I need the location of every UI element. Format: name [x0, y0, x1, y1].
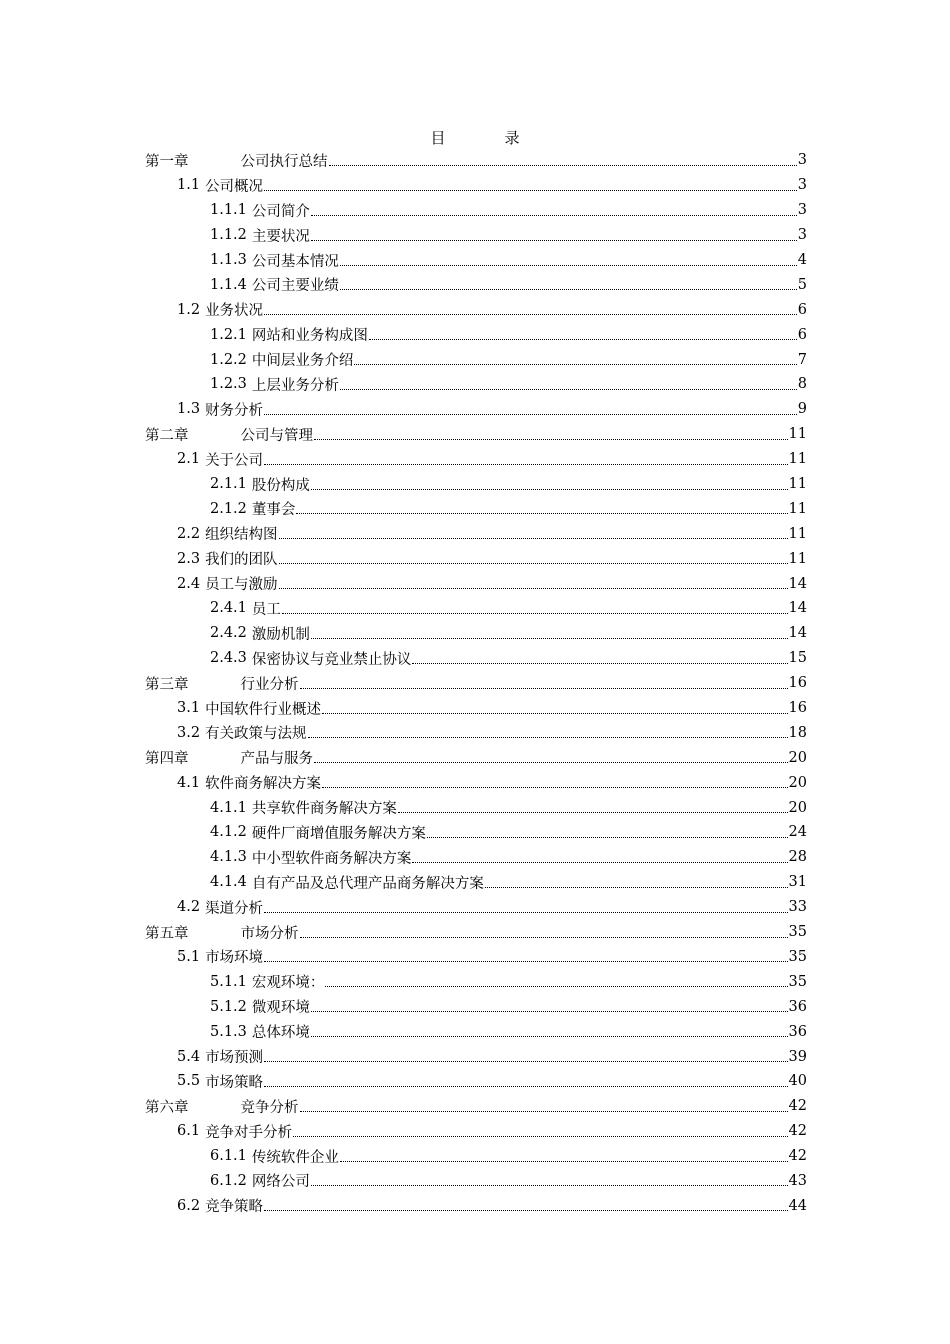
toc-entry-page-number: 11	[788, 476, 807, 493]
toc-entry-label: 业务状况	[205, 303, 264, 320]
toc-entry-number: 1.1.1	[210, 202, 247, 219]
toc-entry-label: 网络公司	[251, 1174, 310, 1191]
toc-entry-number: 第六章	[145, 1099, 189, 1116]
toc-entry-number: 3.1	[177, 700, 201, 717]
toc-dot-leader	[308, 737, 788, 738]
toc-dot-leader	[282, 613, 788, 614]
toc-entry-label: 财务分析	[205, 402, 264, 419]
toc-entry-number: 2.1.2	[210, 500, 247, 517]
toc-entry-page-number: 11	[788, 426, 807, 443]
toc-entry-label: 自有产品及总代理产品商务解决方案	[251, 875, 484, 892]
toc-entry-label: 竞争策略	[205, 1199, 264, 1216]
toc-entry-number: 5.1.2	[210, 998, 247, 1015]
toc-entry[interactable]	[145, 1119, 807, 1144]
toc-entry[interactable]	[145, 248, 807, 273]
toc-entry-label: 组织结构图	[205, 527, 278, 544]
toc-dot-leader	[300, 1111, 788, 1112]
toc-entry-number: 2.4.2	[210, 625, 247, 642]
toc-dot-leader	[322, 787, 787, 788]
toc-dot-leader	[264, 190, 797, 191]
toc-entry-number: 2.1.1	[210, 476, 247, 493]
toc-dot-leader	[340, 389, 797, 390]
toc-dot-leader	[485, 887, 788, 888]
toc-entry-label: 公司简介	[251, 203, 310, 220]
toc-entry[interactable]	[145, 1169, 807, 1194]
toc-entry[interactable]	[145, 920, 807, 945]
toc-entry-page-number: 15	[788, 650, 807, 667]
toc-entry-number: 1.3	[177, 401, 201, 418]
toc-entry-page-number: 24	[788, 824, 807, 841]
toc-entry[interactable]	[145, 372, 807, 397]
toc-entry-page-number: 11	[788, 550, 807, 567]
toc-entry[interactable]	[145, 422, 807, 447]
toc-entry-number: 2.2	[177, 525, 201, 542]
toc-dot-leader	[311, 215, 797, 216]
toc-entry-label: 中间层业务介绍	[251, 353, 354, 370]
toc-entry[interactable]	[145, 621, 807, 646]
toc-entry-page-number: 44	[788, 1197, 807, 1214]
toc-entry-number: 6.1.2	[210, 1172, 247, 1189]
toc-entry-label: 网站和业务构成图	[251, 328, 368, 345]
toc-entry-page-number: 6	[797, 301, 807, 318]
toc-entry[interactable]	[145, 646, 807, 671]
toc-entry-number: 6.2	[177, 1197, 201, 1214]
toc-entry-label: 微观环境	[251, 1000, 310, 1017]
toc-entry-label: 股份构成	[251, 477, 310, 494]
toc-entry-number: 5.5	[177, 1073, 201, 1090]
toc-entry-page-number: 4	[797, 252, 807, 268]
toc-dot-leader	[325, 986, 787, 987]
toc-entry-label: 公司与管理	[240, 427, 313, 444]
toc-dot-leader	[398, 812, 788, 813]
toc-dot-leader	[322, 713, 787, 714]
toc-entry-label: 宏观环境：	[251, 975, 325, 992]
toc-entry-page-number: 18	[788, 724, 807, 741]
toc-entry[interactable]	[145, 945, 807, 970]
toc-dot-leader	[314, 439, 788, 440]
toc-entry-label: 有关政策与法规	[205, 726, 307, 743]
toc-entry[interactable]	[145, 297, 807, 322]
toc-entry-label: 市场策略	[205, 1074, 264, 1091]
toc-entry-label: 市场预测	[205, 1050, 264, 1066]
toc-dot-leader	[300, 688, 788, 689]
toc-entry-page-number: 20	[788, 749, 807, 766]
toc-entry-number: 1.2.1	[210, 326, 247, 343]
toc-entry-number: 4.1.2	[210, 824, 247, 841]
toc-dot-leader	[264, 314, 797, 315]
toc-entry-page-number: 11	[788, 500, 807, 517]
toc-entry-page-number: 43	[788, 1172, 807, 1189]
toc-entry-label: 董事会	[251, 502, 296, 519]
toc-dot-leader	[296, 513, 787, 514]
toc-entry[interactable]	[145, 173, 807, 198]
toc-entry-number: 5.4	[177, 1048, 201, 1065]
toc-dot-leader	[293, 1136, 787, 1137]
toc-entry-number: 2.3	[177, 550, 201, 567]
toc-entry-page-number: 28	[788, 849, 807, 866]
toc-entry[interactable]	[145, 1193, 807, 1218]
toc-entry[interactable]	[145, 1144, 807, 1169]
toc-entry-label: 主要状况	[251, 228, 310, 245]
toc-dot-leader	[264, 1210, 787, 1211]
toc-entry-label: 中国软件行业概述	[205, 701, 322, 718]
toc-dot-leader	[311, 240, 797, 241]
toc-entry-label: 产品与服务	[240, 751, 313, 768]
toc-entry[interactable]	[145, 472, 807, 497]
toc-entry[interactable]	[145, 596, 807, 621]
toc-entry-number: 第一章	[145, 153, 189, 170]
toc-entry-number: 4.1.3	[210, 849, 247, 866]
toc-entry-page-number: 16	[788, 675, 807, 692]
toc-dot-leader	[340, 1161, 788, 1162]
toc-entry[interactable]	[145, 272, 807, 297]
toc-entry-label: 保密协议与竞业禁止协议	[251, 651, 412, 668]
toc-entry-number: 1.2.3	[210, 376, 247, 393]
toc-entry-page-number: 9	[797, 401, 807, 418]
toc-entry-page-number: 14	[788, 575, 807, 592]
toc-entry[interactable]	[145, 447, 807, 472]
toc-entry-label: 公司执行总结	[240, 153, 328, 170]
toc-dot-leader	[369, 339, 797, 340]
toc-entry-number: 5.1	[177, 948, 201, 965]
toc-entry-number: 6.1.1	[210, 1148, 247, 1165]
toc-entry-label: 市场分析	[240, 925, 299, 942]
toc-entry-number: 2.1	[177, 451, 201, 468]
toc-entry-label: 激励机制	[251, 626, 310, 643]
toc-entry-page-number: 11	[788, 525, 807, 542]
toc-entry[interactable]	[145, 546, 807, 571]
toc-entry-number: 2.4	[177, 575, 201, 592]
toc-entry-page-number: 16	[788, 700, 807, 717]
toc-entry-label: 竞争对手分析	[205, 1124, 293, 1141]
toc-entry-number: 4.1.1	[210, 799, 247, 816]
toc-entry-number: 第三章	[145, 676, 189, 693]
toc-entry[interactable]	[145, 845, 807, 870]
toc-entry-number: 1.1	[177, 177, 201, 194]
toc-entry-number: 1.2.2	[210, 351, 247, 368]
toc-entry-label: 渠道分析	[205, 900, 264, 917]
toc-dot-leader	[311, 489, 788, 490]
toc-entry-page-number: 42	[788, 1123, 807, 1140]
toc-entry[interactable]	[145, 322, 807, 347]
toc-entry[interactable]	[145, 347, 807, 372]
toc-title: 目 录	[430, 129, 542, 147]
toc-entry-page-number: 7	[797, 351, 807, 368]
toc-dot-leader	[264, 912, 787, 913]
toc-entry[interactable]	[145, 198, 807, 223]
toc-entry-label: 我们的团队	[205, 552, 278, 569]
toc-entry-label: 总体环境	[251, 1025, 310, 1042]
toc-dot-leader	[264, 961, 787, 962]
toc-dot-leader	[314, 762, 788, 763]
toc-entry-label: 传统软件企业	[251, 1149, 339, 1166]
toc-entry[interactable]	[145, 696, 807, 721]
toc-entry-number: 5.1.3	[210, 1023, 247, 1040]
toc-entry-page-number: 11	[788, 451, 807, 468]
toc-entry-number: 1.2	[177, 301, 201, 318]
toc-dot-leader	[311, 1036, 788, 1037]
toc-dot-leader	[300, 937, 788, 938]
toc-entry[interactable]	[145, 770, 807, 795]
toc-entry-number: 2.4.1	[210, 600, 247, 617]
toc-entry[interactable]	[145, 720, 807, 745]
toc-entry-page-number: 3	[797, 152, 807, 169]
toc-entry-number: 1.1.4	[210, 276, 247, 293]
toc-entry-page-number: 36	[788, 998, 807, 1015]
toc-entry-page-number: 8	[797, 376, 807, 393]
toc-dot-leader	[427, 837, 788, 838]
toc-entry[interactable]	[145, 1044, 807, 1069]
toc-entry-label: 硬件厂商增值服务解决方案	[251, 825, 426, 842]
toc-entry[interactable]	[145, 1094, 807, 1119]
toc-entry-page-number: 5	[797, 276, 807, 293]
toc-entry-label: 员工	[251, 601, 281, 618]
toc-entry[interactable]	[145, 521, 807, 546]
toc-dot-leader	[354, 364, 796, 365]
toc-entry-page-number: 42	[788, 1098, 807, 1115]
toc-dot-leader	[311, 1185, 788, 1186]
toc-entry-page-number: 40	[788, 1073, 807, 1090]
toc-dot-leader	[311, 638, 788, 639]
toc-entry-number: 第二章	[145, 427, 189, 444]
toc-entry-number: 5.1.1	[210, 973, 247, 990]
toc-entry-number: 第四章	[145, 751, 189, 768]
toc-entry[interactable]	[145, 496, 807, 521]
toc-entry-number: 6.1	[177, 1123, 201, 1140]
toc-entry-page-number: 3	[797, 177, 807, 194]
toc-dot-leader	[311, 1011, 788, 1012]
toc-entry[interactable]	[145, 148, 807, 173]
toc-entry-label: 软件商务解决方案	[205, 776, 322, 793]
toc-entry[interactable]	[145, 1069, 807, 1094]
toc-entry-page-number: 6	[797, 326, 807, 343]
toc-entry-page-number: 35	[788, 973, 807, 990]
toc-dot-leader	[340, 289, 797, 290]
toc-entry-label: 公司基本情况	[251, 253, 339, 270]
toc-entry[interactable]	[145, 795, 807, 820]
toc-entry-number: 1.1.2	[210, 227, 247, 244]
toc-entry-label: 上层业务分析	[251, 377, 339, 394]
toc-entry-label: 关于公司	[205, 452, 264, 469]
toc-dot-leader	[279, 538, 788, 539]
toc-dot-leader	[412, 862, 787, 863]
toc-entry-page-number: 20	[788, 799, 807, 816]
toc-entry[interactable]	[145, 571, 807, 596]
toc-entry-label: 公司主要业绩	[251, 278, 339, 295]
toc-entry[interactable]	[145, 397, 807, 422]
toc-entry[interactable]	[145, 895, 807, 920]
table-of-contents	[145, 148, 807, 1218]
toc-entry-page-number: 36	[788, 1023, 807, 1040]
toc-entry-label: 市场环境	[205, 950, 264, 967]
toc-dot-leader	[264, 414, 797, 415]
toc-entry-page-number: 31	[788, 874, 807, 891]
toc-entry[interactable]	[145, 969, 807, 994]
toc-entry-number: 第五章	[145, 925, 189, 942]
toc-entry[interactable]	[145, 223, 807, 248]
toc-entry-number: 1.1.3	[210, 252, 247, 268]
toc-entry-page-number: 33	[788, 899, 807, 916]
toc-entry-page-number: 39	[788, 1048, 807, 1065]
toc-dot-leader	[329, 165, 797, 166]
toc-entry-label: 中小型软件商务解决方案	[251, 850, 412, 867]
toc-entry[interactable]	[145, 1019, 807, 1044]
toc-entry-page-number: 35	[788, 924, 807, 941]
toc-entry-page-number: 14	[788, 600, 807, 617]
toc-dot-leader	[279, 588, 788, 589]
toc-dot-leader	[340, 265, 797, 266]
toc-entry[interactable]	[145, 671, 807, 696]
toc-dot-leader	[279, 563, 788, 564]
toc-entry-number: 2.4.3	[210, 650, 247, 667]
toc-entry-page-number: 3	[797, 227, 807, 244]
toc-entry-number: 4.1	[177, 774, 201, 791]
toc-entry-number: 3.2	[177, 724, 201, 741]
toc-entry-label: 行业分析	[240, 676, 299, 693]
toc-dot-leader	[412, 663, 787, 664]
toc-entry-label: 员工与激励	[205, 577, 278, 594]
toc-entry-label: 共享软件商务解决方案	[251, 801, 397, 818]
toc-dot-leader	[264, 1086, 787, 1087]
toc-dot-leader	[264, 464, 787, 465]
toc-entry-label: 竞争分析	[240, 1099, 299, 1116]
toc-entry-page-number: 3	[797, 202, 807, 219]
toc-entry-page-number: 35	[788, 948, 807, 965]
toc-entry-label: 公司概况	[205, 178, 264, 195]
toc-entry[interactable]	[145, 820, 807, 845]
toc-entry[interactable]	[145, 870, 807, 895]
toc-entry-page-number: 14	[788, 625, 807, 642]
toc-entry-number: 4.2	[177, 899, 201, 916]
toc-entry-page-number: 20	[788, 774, 807, 791]
toc-entry[interactable]	[145, 994, 807, 1019]
toc-entry-number: 4.1.4	[210, 874, 247, 891]
toc-entry-page-number: 42	[788, 1148, 807, 1165]
toc-entry[interactable]	[145, 745, 807, 770]
toc-dot-leader	[264, 1061, 787, 1062]
